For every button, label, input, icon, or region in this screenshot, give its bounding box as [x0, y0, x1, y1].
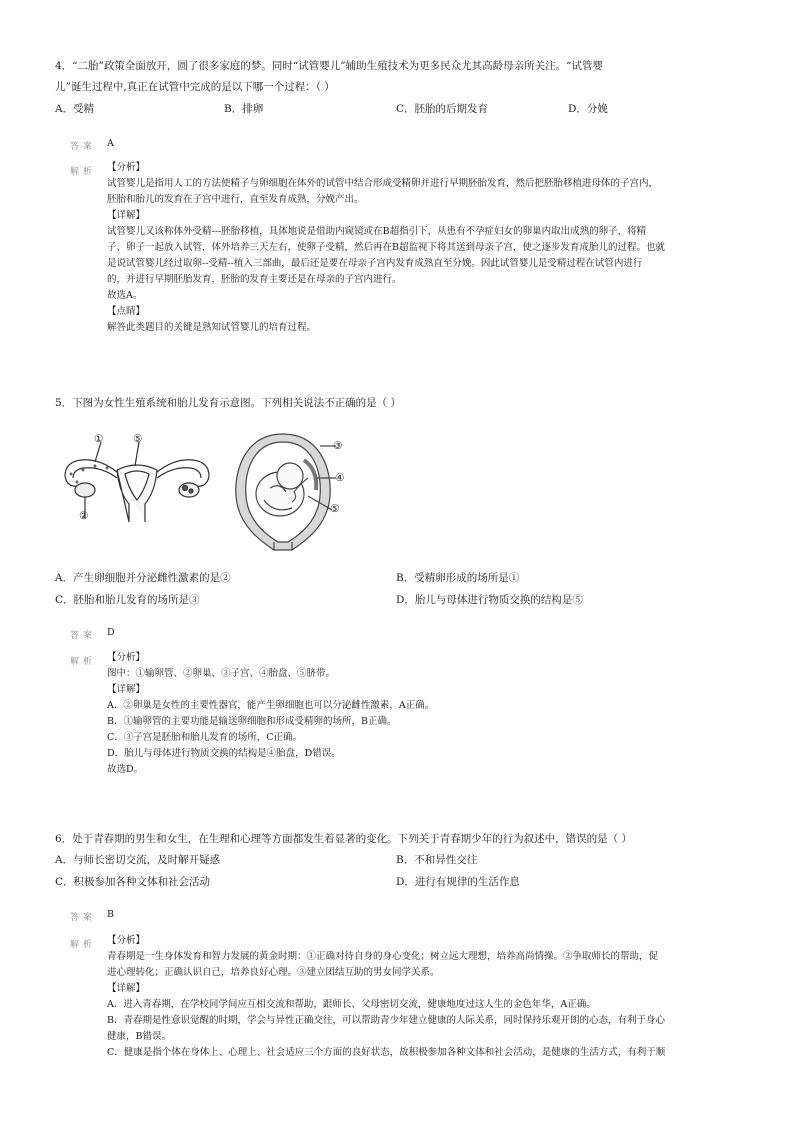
analysis-line: 【分析】 — [107, 935, 146, 946]
q4-analysis — [107, 160, 665, 336]
analysis-line: A．②卵巢是女性的主要性器官，能产生卵细胞也可以分泌雌性激素，A正确。 — [107, 700, 435, 711]
fetal-development-figure — [228, 430, 338, 555]
q6-analysis-label: 解析 — [70, 940, 97, 950]
q6-option-a: A．与师长密切交流，及时解开疑惑 — [55, 854, 221, 866]
analysis-line: A．进入青春期，在学校同学间应互相交流和帮助，跟师长、父母密切交流，健康地度过这人生的金色年华，A正确。 — [107, 999, 596, 1010]
analysis-line: 的，并进行早期胚胎发育，胚胎的发育主要还是在母亲的子宫内进行。 — [107, 274, 402, 285]
analysis-line: B．青春期是性意识觉醒的时期，学会与异性正确交往，可以帮助青少年建立健康的人际关系，同时保持乐观开朗的心态，有利于身心 — [107, 1015, 665, 1026]
q5-option-a: A．产生卵细胞并分泌雌性激素的是② — [55, 572, 231, 584]
q4-answer: A — [107, 138, 114, 149]
q4-analysis-label: 解析 — [70, 167, 97, 177]
analysis-line: D．胎儿与母体进行物质交换的结构是④胎盘，D错误。 — [107, 748, 341, 759]
analysis-line: 试管婴儿又该称体外受精---胚胎移植，具体地说是借助内窥镜或在B超指引下，从患有不孕症妇女的卵巢内取出成熟的卵子，将精 — [107, 226, 647, 237]
q5-option-b: B．受精卵形成的场所是① — [396, 572, 520, 584]
q4-stem-line2: 儿”诞生过程中,真正在试管中完成的是以下哪一个过程：（ ） — [55, 81, 335, 93]
figure-label-1: ① — [94, 433, 104, 445]
q6-stem: 6．处于青春期的男生和女生，在生理和心理等方面都发生着显著的变化。下列关于青春期少年的行为叙述中，错误的是（ ） — [55, 833, 633, 845]
figure-label-2: ② — [79, 510, 89, 522]
analysis-line: 【详解】 — [107, 983, 146, 994]
q6-option-c: C．积极参加各种文体和社会活动 — [55, 876, 211, 888]
analysis-line: 【详解】 — [107, 210, 146, 221]
figure-label-4: ④ — [335, 472, 345, 484]
q4-answer-label: 答案 — [70, 142, 97, 152]
analysis-line: 【分析】 — [107, 652, 146, 663]
figure-label-3: ③ — [333, 440, 343, 452]
q5-answer: D — [107, 627, 115, 638]
analysis-line: 故选D。 — [107, 764, 144, 775]
analysis-line: 【分析】 — [107, 162, 146, 173]
q6-analysis — [107, 933, 665, 1061]
q5-stem: 5．下图为女性生殖系统和胎儿发育示意图。下列相关说法不正确的是（ ） — [55, 397, 402, 409]
analysis-line: 子、卵子一起放入试管，体外培养三天左右，使卵子受精，然后再在B超监视下将其送到母亲子宫，使之逐步发育成胎儿的过程。也就 — [107, 242, 665, 253]
q4-option-d: D．分娩 — [568, 103, 608, 115]
q5-option-c: C．胚胎和胎儿发育的场所是③ — [55, 594, 200, 606]
analysis-line: 胚胎和胎儿的发育在子宫中进行，直至发育成熟，分娩产出。 — [107, 194, 364, 205]
q6-answer-label: 答案 — [70, 913, 97, 923]
analysis-line: 进心理转化；正确认识自己，培养良好心理。③建立团结互助的男女同学关系。 — [107, 967, 440, 978]
analysis-line: 故选A。 — [107, 290, 143, 301]
q6-answer: B — [107, 909, 114, 920]
q5-option-d: D．胎儿与母体进行物质交换的结构是⑤ — [396, 594, 583, 606]
q4-option-c: C．胚胎的后期发育 — [396, 103, 489, 115]
q5-answer-label: 答案 — [70, 631, 97, 641]
analysis-line: C．健康是指个体在身体上、心理上、社会适应三个方面的良好状态，故积极参加各种文体和社会活动，是健康的生活方式，有利于顺 — [107, 1047, 666, 1058]
analysis-line: 青春期是一生身体发育和智力发展的黄金时期：①正确对待自身的身心变化；树立远大理想，培养高尚情操。②争取师长的帮助，促 — [107, 951, 659, 962]
analysis-line: 【详解】 — [107, 684, 146, 695]
figure-label-5b: ⑤ — [330, 503, 340, 515]
q4-option-a: A．受精 — [55, 103, 95, 115]
analysis-line: 【点睛】 — [107, 306, 146, 317]
analysis-line: 解答此类题目的关键是熟知试管婴儿的培育过程。 — [107, 322, 317, 333]
analysis-line: 健康，B错误。 — [107, 1031, 171, 1042]
analysis-line: 图中：①输卵管、②卵巢、③子宫、④胎盘、⑤脐带。 — [107, 668, 336, 679]
analysis-line: 是说试管婴儿经过取卵--受精--植入三部曲，最后还是要在母亲子宫内发育成熟直至分娩。因此试管婴儿是受精过程在试管内进行 — [107, 258, 643, 269]
analysis-line: 试管婴儿是指用人工的方法使精子与卵细胞在体外的试管中结合形成受精卵并进行早期胚胎发育，然后把胚胎移植进母体的子宫内， — [107, 178, 659, 189]
analysis-line: B．①输卵管的主要功能是输送卵细胞和形成受精卵的场所，B正确。 — [107, 716, 397, 727]
analysis-line: C．③子宫是胚胎和胎儿发育的场所，C正确。 — [107, 732, 303, 743]
q6-option-b: B．不和异性交往 — [396, 854, 478, 866]
q4-stem-line1: 4．“二胎”政策全面放开，圆了很多家庭的梦。同时“试管婴儿”辅助生殖技术为更多民众尤其高龄母亲所关注。“试管婴 — [55, 60, 604, 72]
q6-option-d: D．进行有规律的生活作息 — [396, 876, 520, 888]
q5-analysis — [107, 650, 434, 778]
figure-label-5: ⑤ — [133, 433, 143, 445]
q4-option-b: B．排卵 — [224, 103, 264, 115]
q5-analysis-label: 解析 — [70, 657, 97, 667]
